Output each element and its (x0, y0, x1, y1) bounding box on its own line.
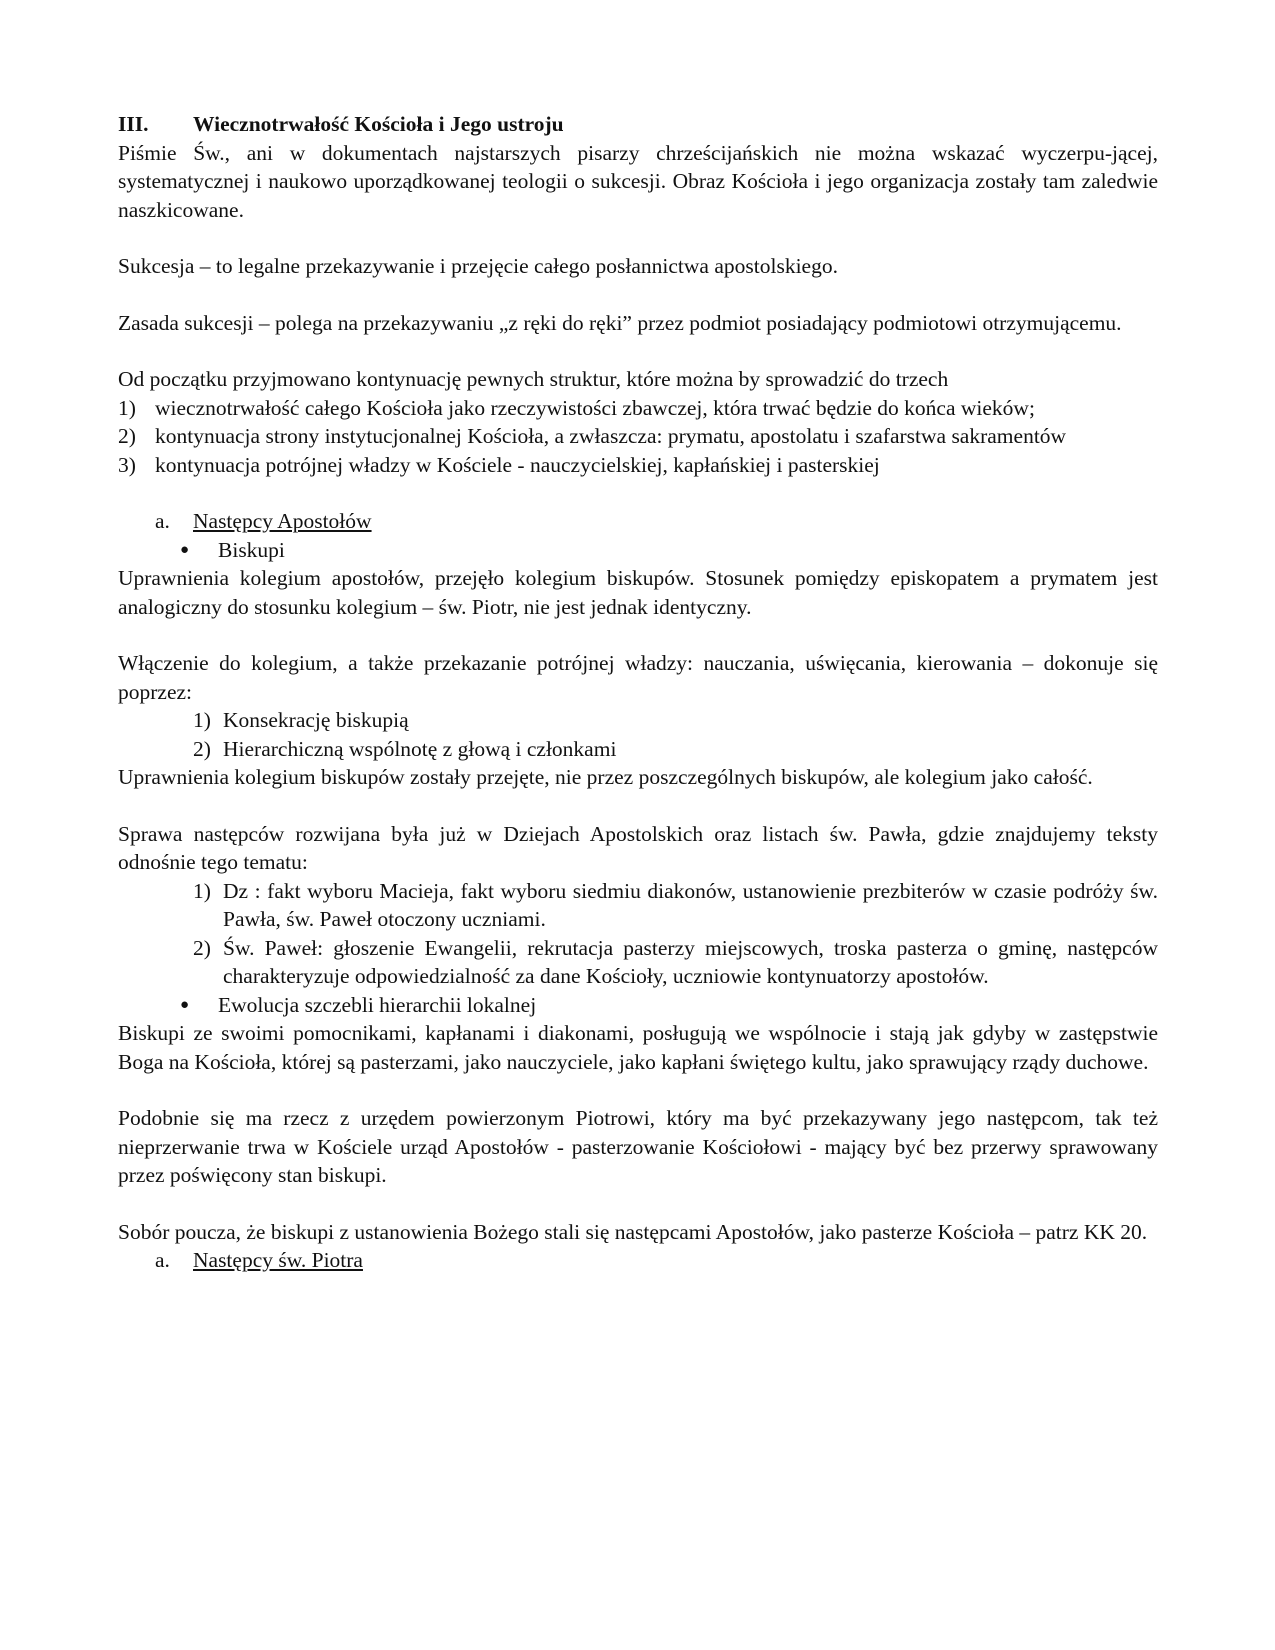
paragraph-continuation: Od początku przyjmowano kontynuację pewnych struktur, które można by sprowadzić do trzech (118, 367, 949, 391)
list-text: kontynuacja strony instytucjonalnej Kościoła, a zwłaszcza: prymatu, apostolatu i szafarstwa sakramentów (155, 424, 1067, 448)
list-number: 1) (193, 878, 211, 903)
list-text: Hierarchiczną wspólnotę z głową i członkami (223, 736, 617, 761)
list-item (118, 394, 1158, 423)
heading-number: III. (118, 112, 149, 136)
list-text: wiecznotrwałość całego Kościoła jako rzeczywistości zbawczej, która trwać będzie do końca wieków; (155, 395, 1035, 420)
list-item (118, 706, 1158, 735)
bullet-text: Biskupi (218, 537, 285, 562)
list-text: kontynuacja potrójnej władzy w Kościele - nauczycielskiej, kapłańskiej i pasterskiej (155, 452, 880, 477)
bullet-item (118, 536, 1158, 565)
subsection-heading-apostles (118, 507, 1158, 536)
paragraph-peter-office: Podobnie się ma rzecz z urzędem powierzonym Piotrowi, który ma być przekazywany jego następcom, tak też nieprzerwanie trwa w Kościele urząd Apostołów - pasterzowanie Kościołowi - mający być bez przerwy sprawowany przez poświęcony stan biskupi. (118, 1106, 1158, 1187)
section-heading (118, 110, 1158, 139)
subsection-title: Następcy św. Piotra (193, 1248, 363, 1272)
paragraph-intro: Piśmie Św., ani w dokumentach najstarszych pisarzy chrześcijańskich nie można wskazać wyczerpu-jącej, systematycznej i naukowo uporządkowanej teologii o sukcesji. Obraz Kościoła i jego organizacja zostały tam zaledwie naszkicowane. (118, 140, 1158, 222)
list-text: Św. Paweł: głoszenie Ewangelii, rekrutacja pasterzy miejscowych, troska pasterza o gminę, następców charakteryzuje odpowiedzialność za dane Kościoły, uczniowie kontynuatorzy apostołów. (223, 935, 1158, 988)
list-number: 1) (193, 708, 211, 732)
list-number: 2) (118, 424, 136, 448)
paragraph-definition-succession: Sukcesja – to legalne przekazywanie i przejęcie całego posłannictwa apostolskiego. (118, 254, 838, 278)
subsection-heading-peter (118, 1246, 1158, 1275)
bullet-text: Ewolucja szczebli hierarchii lokalnej (218, 992, 537, 1017)
paragraph-principle-succession: Zasada sukcesji – polega na przekazywaniu „z ręki do ręki” przez podmiot posiadający podmiotowi otrzymującemu. (118, 310, 1122, 335)
subsection-title: Następcy Apostołów (193, 509, 372, 533)
paragraph-college: Uprawnienia kolegium apostołów, przejęło kolegium biskupów. Stosunek pomiędzy episkopatem a prymatem jest analogiczny do stosunku kolegium – św. Piotr, nie jest jednak identyczny. (118, 566, 1158, 619)
heading-title: Wiecznotrwałość Kościoła i Jego ustroju (193, 112, 564, 136)
document-page (118, 110, 1158, 1275)
numbered-list-inclusion (118, 706, 1158, 763)
bullet-item (118, 991, 1158, 1020)
list-number: 2) (193, 736, 211, 761)
list-item (118, 934, 1158, 991)
paragraph-bishops: Biskupi ze swoimi pomocnikami, kapłanami i diakonami, posługują we wspólnocie i stają jak gdyby w zastępstwie Boga na Kościoła, której są pasterzami, jako nauczyciele, jako kapłani świętego kultu, jako sprawujący rządy duchowe. (118, 1021, 1158, 1074)
numbered-list-structures (118, 394, 1158, 480)
numbered-list-texts (118, 877, 1158, 991)
bullet-icon: ● (180, 541, 190, 558)
list-item (118, 422, 1158, 451)
list-number: 3) (118, 452, 136, 477)
list-text: Konsekrację biskupią (223, 708, 409, 732)
paragraph-council: Sobór poucza, że biskupi z ustanowienia Bożego stali się następcami Apostołów, jako pasterze Kościoła – patrz KK 20. (118, 1219, 1148, 1244)
list-text: Dz : fakt wyboru Macieja, fakt wyboru siedmiu diakonów, ustanowienie prezbiterów w czasie podróży św. Pawła, św. Paweł otoczony uczniami. (223, 878, 1158, 931)
list-item (118, 451, 1158, 480)
paragraph-successors: Sprawa następców rozwijana była już w Dziejach Apostolskich oraz listach św. Pawła, gdzie znajdujemy teksty odnośnie tego tematu: (118, 821, 1158, 874)
bullet-icon: ● (180, 996, 190, 1013)
list-item (118, 877, 1158, 934)
list-number: 2) (193, 935, 211, 960)
subsection-letter: a. (155, 1248, 170, 1272)
list-number: 1) (118, 395, 136, 420)
paragraph-college-whole: Uprawnienia kolegium biskupów zostały przejęte, nie przez poszczególnych biskupów, ale kolegium jako całość. (118, 765, 1093, 789)
paragraph-inclusion: Włączenie do kolegium, a także przekazanie potrójnej władzy: nauczania, uświęcania, kierowania – dokonuje się poprzez: (118, 651, 1158, 704)
subsection-letter: a. (155, 509, 170, 533)
list-item (118, 735, 1158, 764)
